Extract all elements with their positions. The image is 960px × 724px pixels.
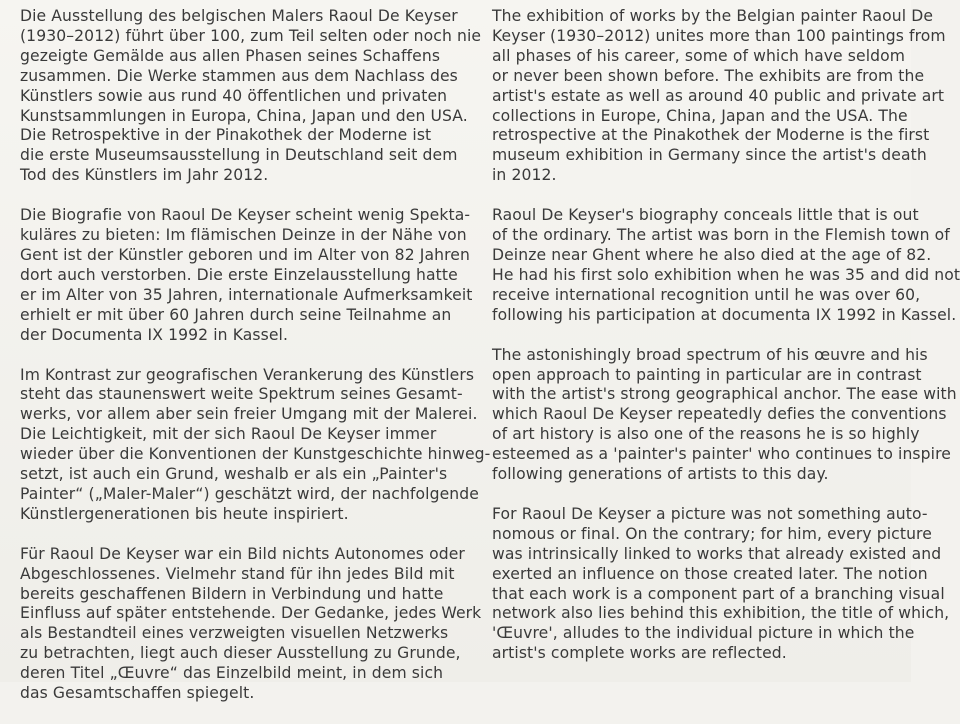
text-line: of art history is also one of the reasons he is so highly [492, 425, 920, 444]
text-line: or never been shown before. The exhibits are from the [492, 66, 925, 85]
text-line: erhielt er mit über 60 Jahren durch seine Teilnahme an [20, 305, 452, 324]
text-line: gezeigte Gemälde aus allen Phasen seines Schaffens [20, 46, 441, 65]
text-line: exerted an influence on those created later. The notion [492, 564, 928, 583]
text-line: bereits geschaffenen Bildern in Verbindung und hatte [20, 584, 444, 603]
text-line: receive international recognition until he was over 60, [492, 285, 921, 304]
text-line: das Gesamtschaffen spiegelt. [20, 684, 255, 703]
text-line: network also lies behind this exhibition, the title of which, [492, 604, 950, 623]
text-line: der Documenta IX 1992 in Kassel. [20, 325, 289, 344]
text-line: For Raoul De Keyser a picture was not something auto- [492, 504, 928, 523]
text-line: following generations of artists to this day. [492, 465, 829, 484]
text-line: (1930–2012) führt über 100, zum Teil selten oder noch nie [20, 26, 482, 45]
german-paragraph-1 [20, 7, 482, 186]
text-line: Die Ausstellung des belgischen Malers Raoul De Keyser [20, 7, 458, 25]
text-line: zu betrachten, liegt auch dieser Ausstellung zu Grunde, [20, 644, 461, 663]
english-text-column [492, 7, 960, 684]
english-paragraph-3 [492, 345, 957, 485]
german-paragraph-3 [20, 365, 491, 525]
text-line: nomous or final. On the contrary; for him, every picture [492, 524, 932, 543]
text-line: Die Retrospektive in der Pinakothek der Moderne ist [20, 126, 432, 145]
text-line: 'Œuvre', alludes to the individual picture in which the [492, 624, 915, 643]
text-line: artist's estate as well as around 40 public and private art [492, 86, 945, 105]
text-line: collections in Europe, China, Japan and the USA. The [492, 106, 908, 125]
text-line: esteemed as a 'painter's painter' who continues to inspire [492, 445, 951, 464]
text-line: He had his first solo exhibition when he was 35 and did not [492, 265, 960, 284]
text-line: setzt, ist auch ein Grund, weshalb er als ein „Painter's [20, 465, 448, 484]
text-line: Für Raoul De Keyser war ein Bild nichts Autonomes oder [20, 544, 465, 563]
text-line: all phases of his career, some of which have seldom [492, 46, 906, 65]
english-paragraph-1 [492, 7, 946, 186]
text-line: Tod des Künstlers im Jahr 2012. [20, 166, 269, 185]
text-line: The astonishingly broad spectrum of his œuvre and his [492, 345, 928, 364]
text-line: Die Biografie von Raoul De Keyser scheint wenig Spekta- [20, 206, 471, 225]
text-line: kuläres zu bieten: Im flämischen Deinze in der Nähe von [20, 226, 467, 245]
text-line: Die Leichtigkeit, mit der sich Raoul De Keyser immer [20, 425, 437, 444]
text-line: Künstlers sowie aus rund 40 öffentlichen und privaten [20, 86, 448, 105]
text-line: following his participation at documenta IX 1992 in Kassel. [492, 305, 957, 324]
text-line: in 2012. [492, 166, 557, 185]
text-line: of the ordinary. The artist was born in the Flemish town of [492, 226, 950, 245]
text-line: die erste Museumsausstellung in Deutschland seit dem [20, 146, 458, 165]
text-line: werks, vor allem aber sein freier Umgang mit der Malerei. [20, 405, 478, 424]
text-line: deren Titel „Œuvre“ das Einzelbild meint, in dem sich [20, 664, 444, 683]
text-line: Painter“ („Maler-Maler“) geschätzt wird, der nachfolgende [20, 484, 479, 503]
english-paragraph-2 [492, 206, 960, 325]
text-line: als Bestandteil eines verzweigten visuellen Netzwerks [20, 624, 449, 643]
text-line: retrospective at the Pinakothek der Moderne is the first [492, 126, 930, 145]
text-line: Keyser (1930–2012) unites more than 100 paintings from [492, 26, 946, 45]
text-line: that each work is a component part of a branching visual [492, 584, 945, 603]
text-line: er im Alter von 35 Jahren, internationale Aufmerksamkeit [20, 285, 473, 304]
german-paragraph-2 [20, 206, 473, 345]
text-line: which Raoul De Keyser repeatedly defies the conventions [492, 405, 947, 424]
text-line: with the artist's strong geographical anchor. The ease with [492, 385, 957, 404]
text-line: zusammen. Die Werke stammen aus dem Nachlass des [20, 66, 458, 85]
text-line: artist's complete works are reflected. [492, 644, 787, 663]
text-line: Deinze near Ghent where he also died at the age of 82. [492, 245, 932, 264]
text-line: wieder über die Konventionen der Kunstgeschichte hinweg- [20, 445, 491, 464]
text-line: Abgeschlossenes. Vielmehr stand für ihn jedes Bild mit [20, 564, 455, 583]
text-line: Gent ist der Künstler geboren und im Alter von 82 Jahren [20, 245, 470, 264]
text-line: steht das staunenswert weite Spektrum seines Gesamt- [20, 385, 463, 404]
text-line: The exhibition of works by the Belgian painter Raoul De [492, 7, 934, 25]
text-line: was intrinsically linked to works that already existed and [492, 544, 942, 563]
english-paragraph-4 [492, 504, 950, 664]
text-line: Im Kontrast zur geografischen Verankerung des Künstlers [20, 365, 475, 384]
text-line: museum exhibition in Germany since the artist's death [492, 146, 927, 165]
german-paragraph-4 [20, 544, 482, 704]
text-line: open approach to painting in particular are in contrast [492, 365, 922, 384]
text-line: Kunstsammlungen in Europa, China, Japan und den USA. [20, 106, 468, 125]
text-line: Künstlergenerationen bis heute inspiriert. [20, 504, 349, 523]
text-line: dort auch verstorben. Die erste Einzelausstellung hatte [20, 265, 458, 284]
german-text-column [20, 7, 491, 724]
text-line: Einfluss auf später entstehende. Der Gedanke, jedes Werk [20, 604, 482, 623]
text-line: Raoul De Keyser's biography conceals little that is out [492, 206, 919, 225]
